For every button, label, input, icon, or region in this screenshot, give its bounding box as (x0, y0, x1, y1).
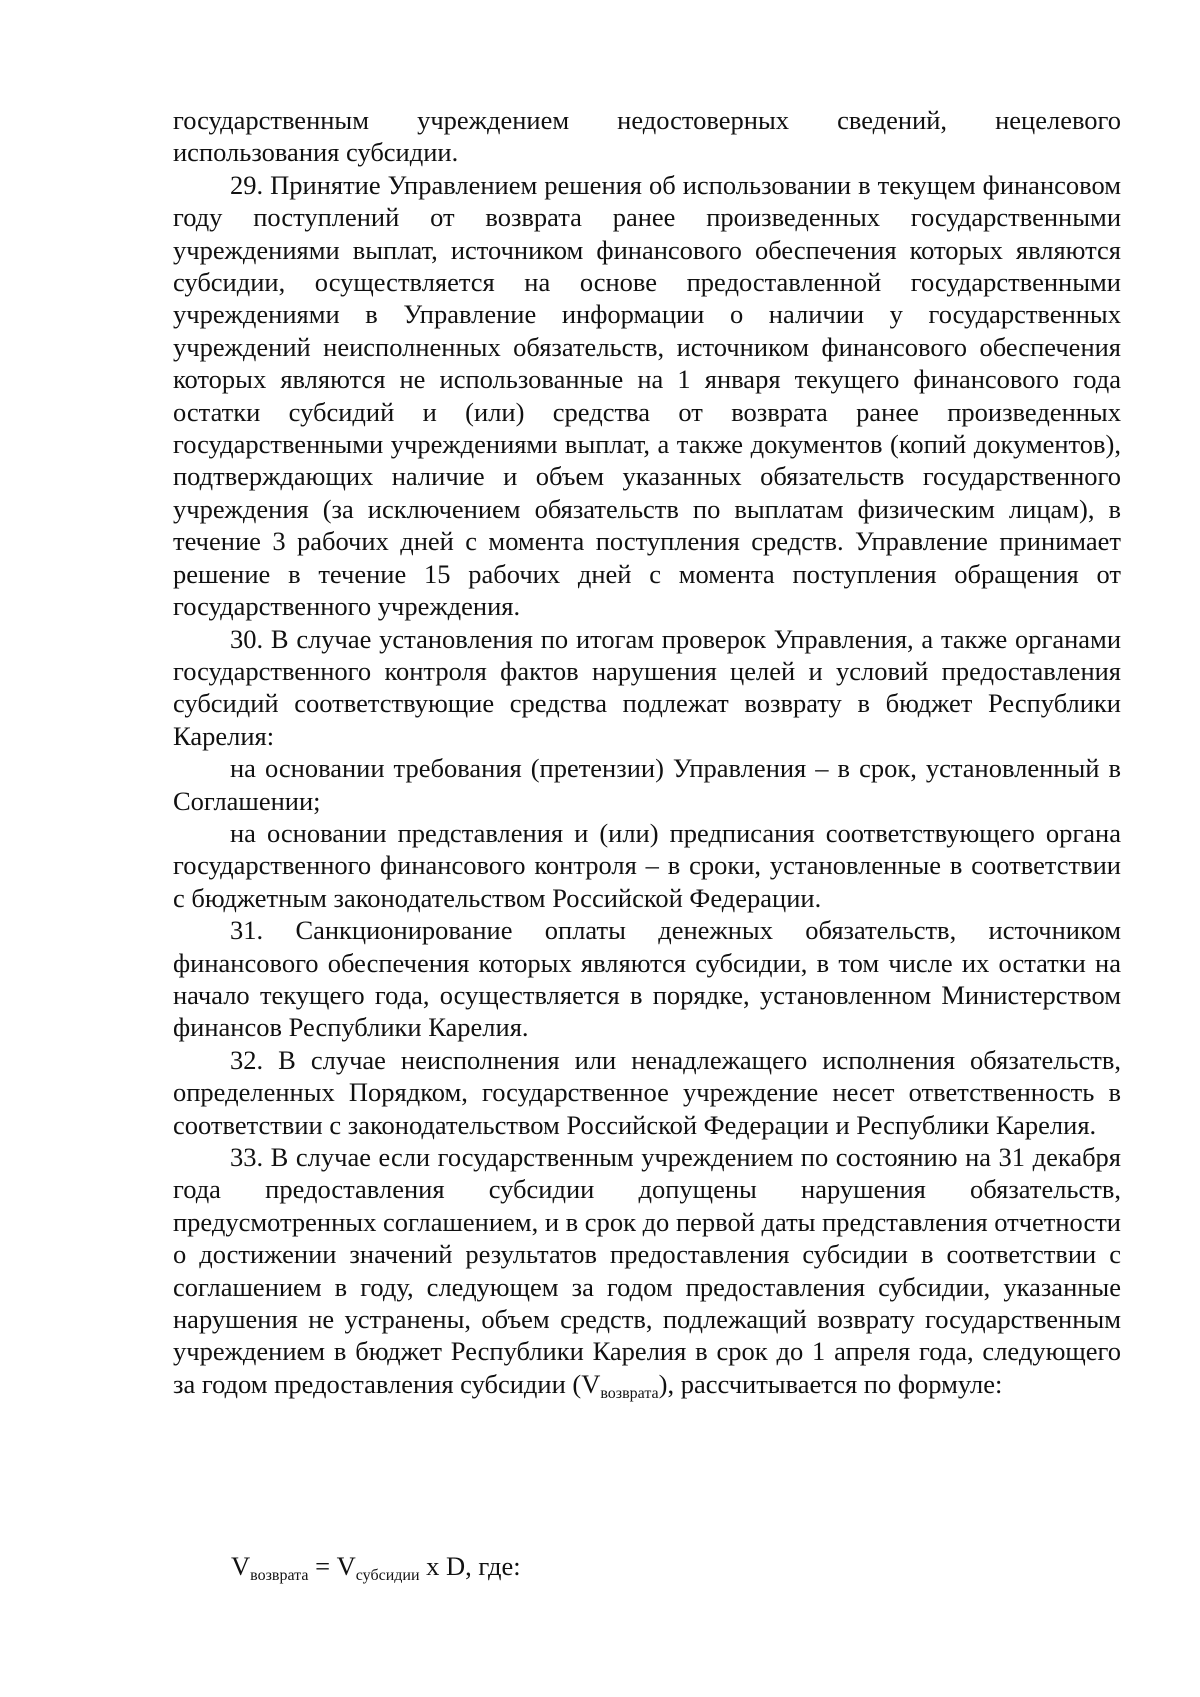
formula-equals: = V (308, 1551, 356, 1581)
paragraph-33-text: 33. В случае если государственным учреждением по состоянию на 31 декабря года предоставления субсидии допущены нарушения обязательств, предусмотренных соглашением, и в срок до первой даты представления отчетности о достижении значений результатов предоставления субсидии в соответствии с соглашением в году, следующем за годом предоставления субсидии, указанные нарушения не устранены, объем средств, подлежащий возврату государственным учреждением в бюджет Республики Карелия в срок до 1 апреля года, следующего за годом предоставления субсидии (V (173, 1142, 1121, 1399)
paragraph-33 (173, 1141, 1121, 1410)
paragraph-33-subscript: возврата (600, 1384, 659, 1402)
return-formula (231, 1550, 521, 1592)
paragraph-30-item-a: на основании требования (претензии) Управления – в срок, установленный в Соглашении; (173, 753, 1121, 816)
formula-lhs: V (231, 1551, 251, 1581)
paragraph-32: 32. В случае неисполнения или ненадлежащего исполнения обязательств, определенных Порядком, государственное учреждение несет ответственность в соответствии с законодательством Российской Федерации и Республики Карелия. (173, 1044, 1121, 1140)
paragraph-30: 30. В случае установления по итогам проверок Управления, а также органами государственного контроля фактов нарушения целей и условий предоставления субсидий соответствующие средства подлежат возврату в бюджет Республики Карелия: (173, 623, 1121, 751)
document-body (173, 104, 1121, 1410)
formula-tail: x D, где: (419, 1551, 521, 1581)
paragraph-29: 29. Принятие Управлением решения об использовании в текущем финансовом году поступлений от возврата ранее произведенных государственными учреждениями выплат, источником финансового обеспечения которых являются субсидии, осуществляется на основе предоставленной государственными учреждениями в Управление информации о наличии у государственных учреждений неисполненных обязательств, источником финансового обеспечения которых являются не использованные на 1 января текущего финансового года остатки субсидий и (или) средства от возврата ранее произведенных государственными учреждениями выплат, а также документов (копий документов), подтверждающих наличие и объем указанных обязательств государственного учреждения (за исключением обязательств по выплатам физическим лицам), в течение 3 рабочих дней с момента поступления средств. Управление принимает решение в течение 15 рабочих дней с момента поступления обращения от государственного учреждения. (173, 169, 1121, 622)
paragraph-intro: государственным учреждением недостоверных сведений, нецелевого использования субсидии. (173, 105, 1121, 168)
formula-rhs-subscript: субсидии (355, 1567, 420, 1584)
paragraph-33-end: ), рассчитывается по формуле: (658, 1368, 1003, 1399)
paragraph-31: 31. Санкционирование оплаты денежных обязательств, источником финансового обеспечения которых являются субсидии, в том числе их остатки на начало текущего года, осуществляется в порядке, установленном Министерством финансов Республики Карелия. (173, 915, 1121, 1043)
formula-lhs-subscript: возврата (250, 1567, 309, 1584)
paragraph-30-item-b: на основании представления и (или) предписания соответствующего органа государственного финансового контроля – в сроки, установленные в соответствии с бюджетным законодательством Российской Федерации. (173, 817, 1121, 913)
